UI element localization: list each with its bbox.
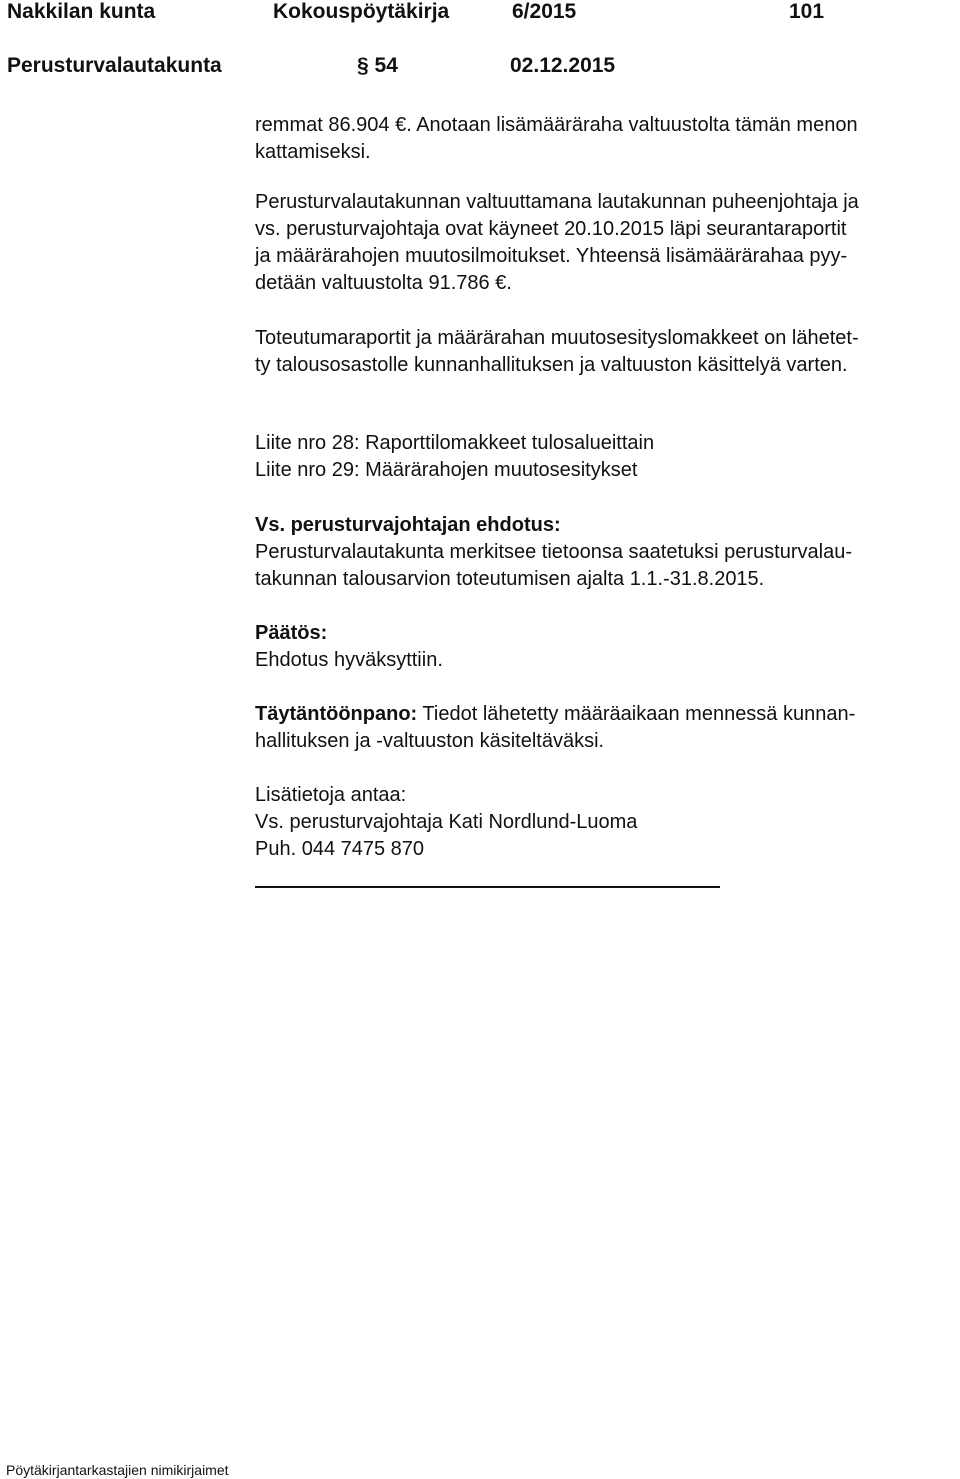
text-line: hallituksen ja -valtuuston käsiteltäväksi.	[255, 730, 605, 752]
header-committee: Perusturvalautakunta	[7, 54, 222, 77]
contact-name: Vs. perusturvajohtaja Kati Nordlund-Luoma	[255, 811, 638, 833]
header-date: 02.12.2015	[510, 54, 616, 77]
text-line: remmat 86.904 €. Anotaan lisämääräraha valtuustolta tämän menon	[255, 114, 858, 136]
text-line: Perusturvalautakunta merkitsee tietoonsa saatetuksi perusturvalau-	[255, 541, 852, 563]
contact-info	[255, 782, 960, 863]
text-line: Perusturvalautakunnan valtuuttamana lautakunnan puheenjohtaja ja	[255, 191, 859, 213]
footer-signatures-label: Pöytäkirjantarkastajien nimikirjaimet	[6, 1462, 229, 1478]
header-municipality: Nakkilan kunta	[7, 0, 156, 23]
header-doc-type: Kokouspöytäkirja	[273, 0, 450, 23]
signature-line	[255, 886, 720, 888]
text-line: ja määrärahojen muutosilmoitukset. Yhteensä lisämäärärahaa pyy-	[255, 245, 848, 267]
header-number: 6/2015	[512, 0, 577, 23]
decision-heading: Päätös:	[255, 622, 328, 644]
text-line: takunnan talousarvion toteutumisen ajalta 1.1.-31.8.2015.	[255, 568, 765, 590]
proposal-section	[255, 512, 960, 593]
execution-text: Tiedot lähetetty määräaikaan mennessä kunnan-	[417, 703, 856, 725]
attachments-list	[255, 430, 960, 484]
proposal-heading: Vs. perusturvajohtajan ehdotus:	[255, 514, 561, 536]
execution-section	[255, 701, 960, 755]
execution-heading: Täytäntöönpano:	[255, 703, 418, 725]
attachment-item: Liite nro 29: Määrärahojen muutosesitykset	[255, 459, 638, 481]
paragraph-3	[255, 325, 960, 379]
paragraph-2	[255, 189, 960, 297]
text-line	[255, 701, 960, 728]
paragraph-1	[255, 112, 960, 166]
text-line: Toteutumaraportit ja määrärahan muutosesityslomakkeet on lähetet-	[255, 327, 859, 349]
contact-label: Lisätietoja antaa:	[255, 784, 407, 806]
contact-phone: Puh. 044 7475 870	[255, 838, 425, 860]
text-line: ty talousosastolle kunnanhallituksen ja valtuuston käsittelyä varten.	[255, 354, 848, 376]
text-line: vs. perusturvajohtaja ovat käyneet 20.10.2015 läpi seurantaraportit	[255, 218, 847, 240]
attachment-item: Liite nro 28: Raporttilomakkeet tulosalueittain	[255, 432, 655, 454]
header-section: § 54	[357, 54, 398, 77]
text-line: detään valtuustolta 91.786 €.	[255, 272, 512, 294]
decision-section	[255, 620, 960, 674]
header-page: 101	[789, 0, 825, 23]
decision-text: Ehdotus hyväksyttiin.	[255, 649, 443, 671]
text-line: kattamiseksi.	[255, 141, 371, 163]
